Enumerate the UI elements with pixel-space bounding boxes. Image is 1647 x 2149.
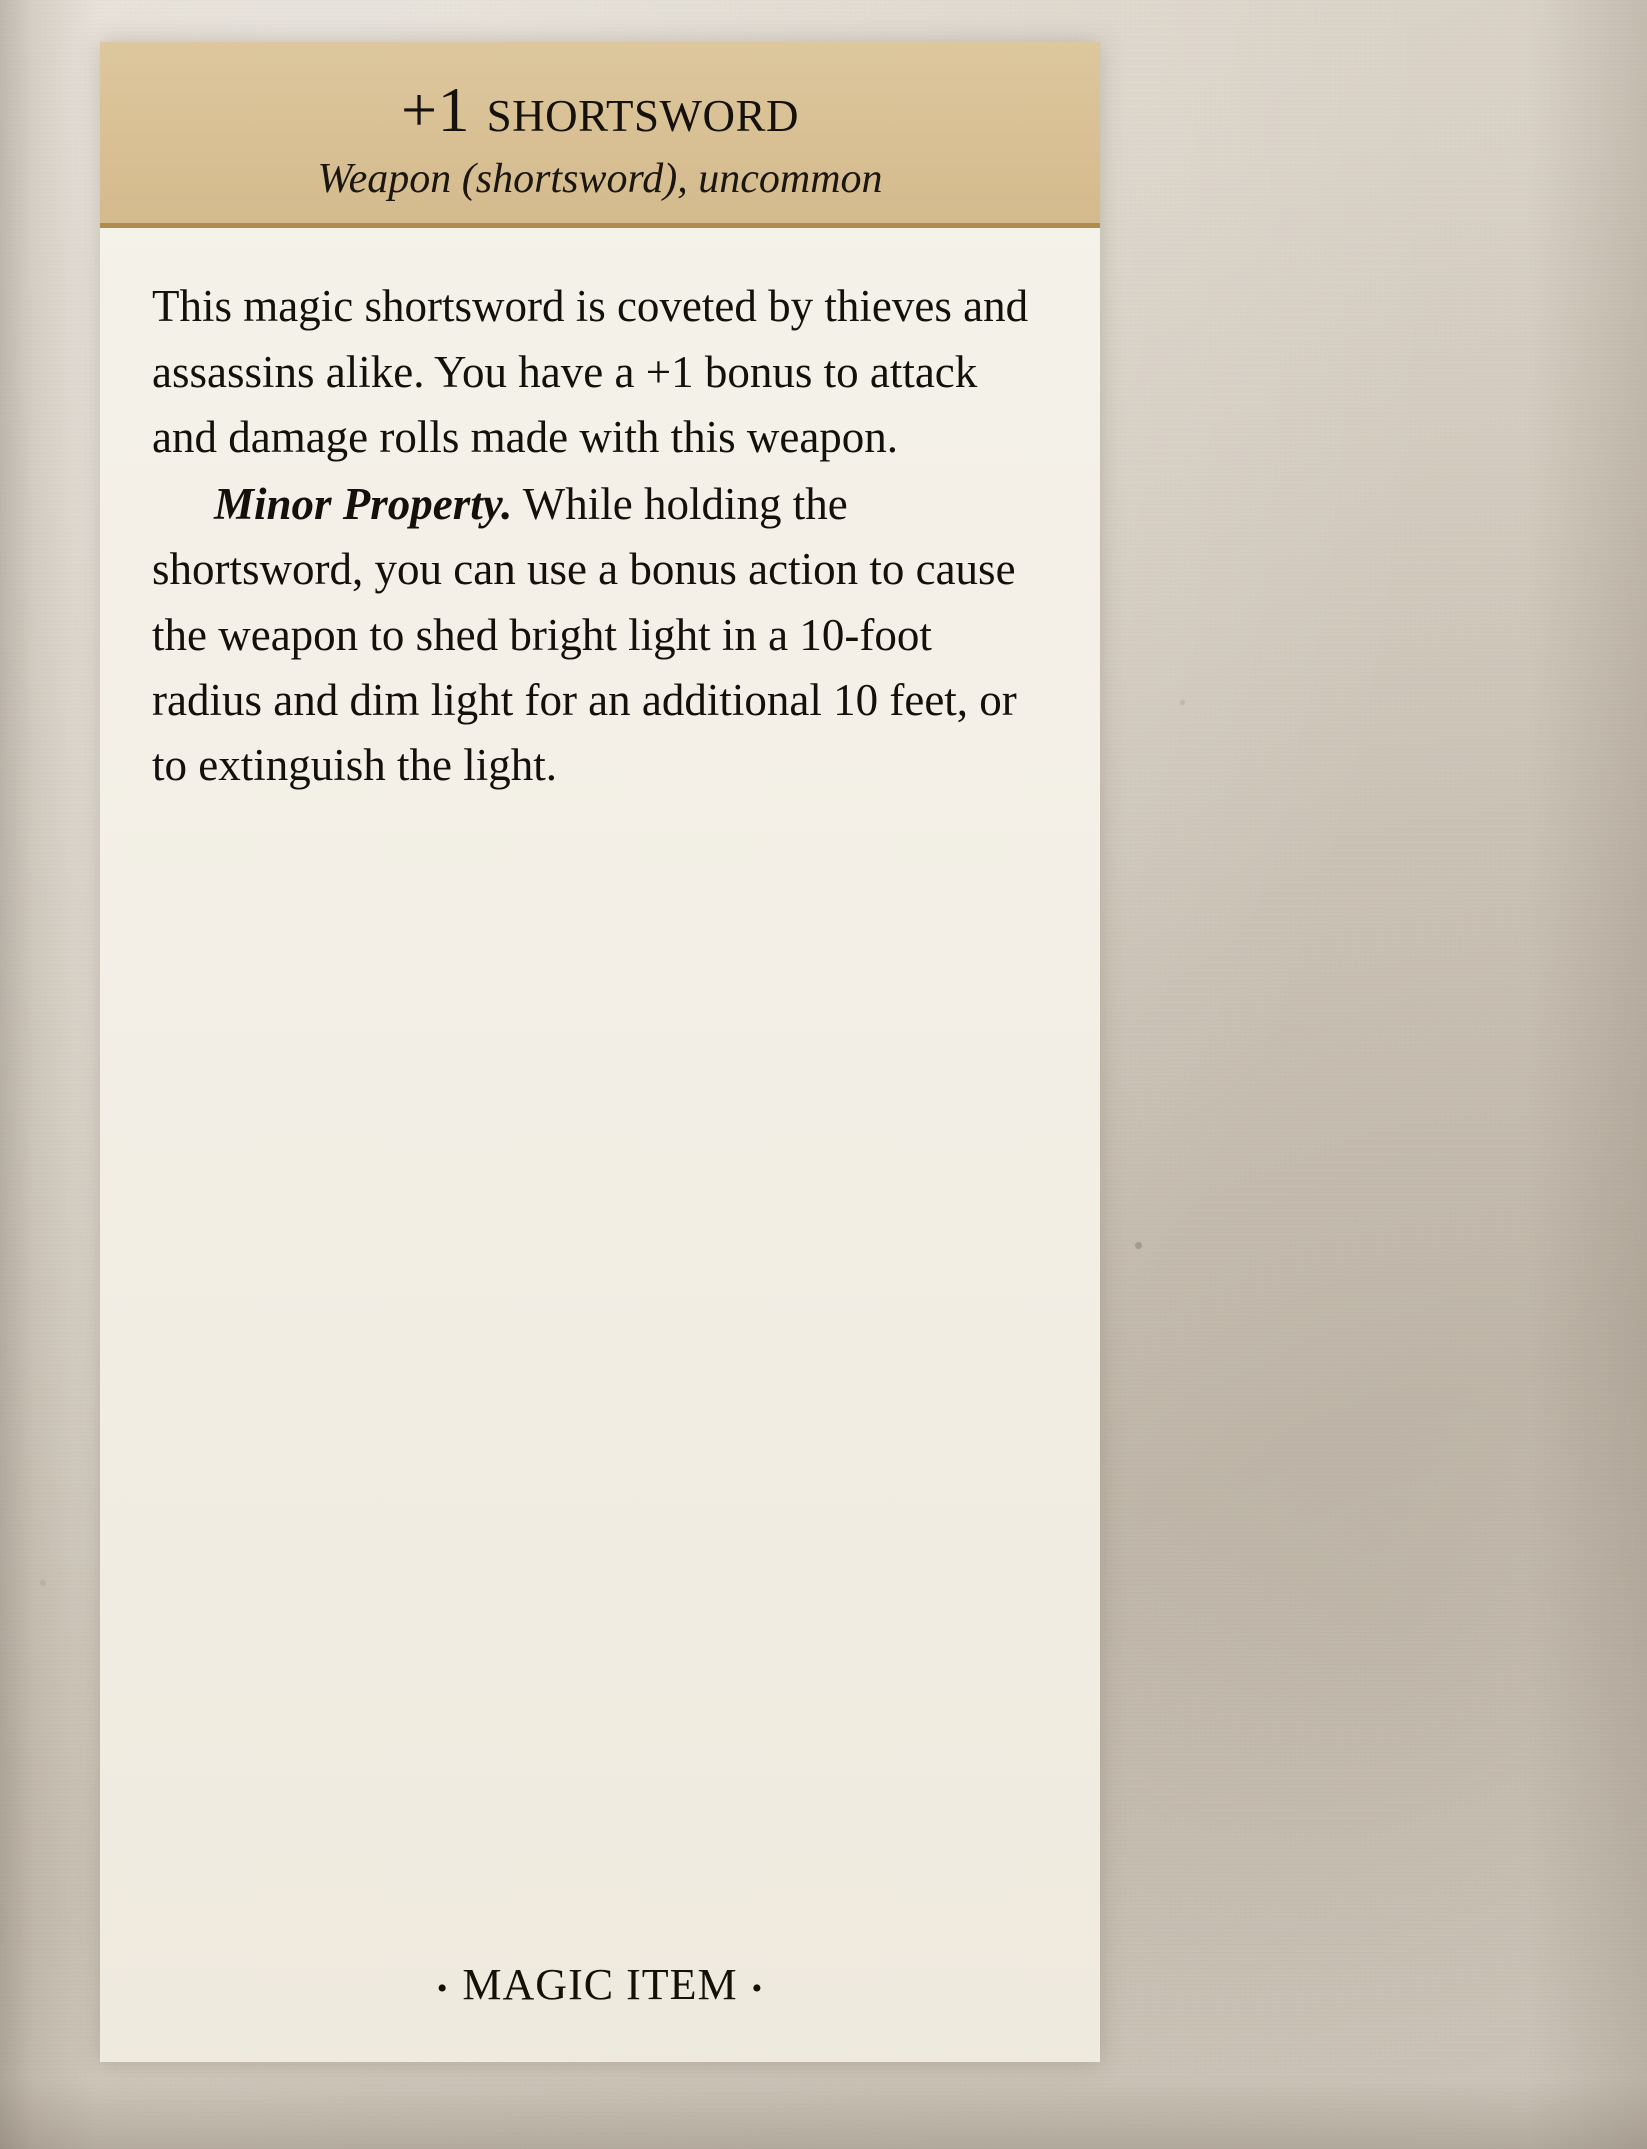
footer-right-dot-icon: • bbox=[751, 1971, 764, 2005]
footer-left-dot-icon: • bbox=[436, 1971, 449, 2005]
item-title-bonus: +1 bbox=[401, 74, 471, 145]
page-right-edge-shadow bbox=[1527, 0, 1647, 2149]
page-left-edge-shadow bbox=[0, 0, 96, 2149]
paragraph-text: While holding the shortsword, you can use a bonus action to cause the weapon to shed bright light in a 10-foot radius and dim light for an additional 10 feet, or to extinguish the light. bbox=[152, 479, 1017, 791]
card-header bbox=[100, 42, 1100, 228]
item-title-name: shortsword bbox=[486, 74, 799, 145]
paper-speck bbox=[1135, 1242, 1142, 1249]
footer-label: MAGIC ITEM bbox=[462, 1960, 738, 2009]
item-title bbox=[126, 76, 1074, 143]
magic-item-card bbox=[100, 42, 1100, 2062]
item-subtitle: Weapon (shortsword), uncommon bbox=[317, 156, 883, 203]
paper-speck bbox=[1180, 700, 1185, 705]
card-body bbox=[100, 228, 1100, 798]
card-footer bbox=[100, 1959, 1100, 2010]
item-property-paragraph bbox=[152, 472, 1048, 798]
item-description-paragraph bbox=[152, 274, 1048, 470]
paragraph-text: This magic shortsword is coveted by thieves and assassins alike. You have a +1 bonus to attack and damage rolls made with this weapon. bbox=[152, 281, 1029, 462]
page-bottom-edge-shadow bbox=[0, 2079, 1647, 2149]
property-label: Minor Property. bbox=[214, 479, 513, 530]
